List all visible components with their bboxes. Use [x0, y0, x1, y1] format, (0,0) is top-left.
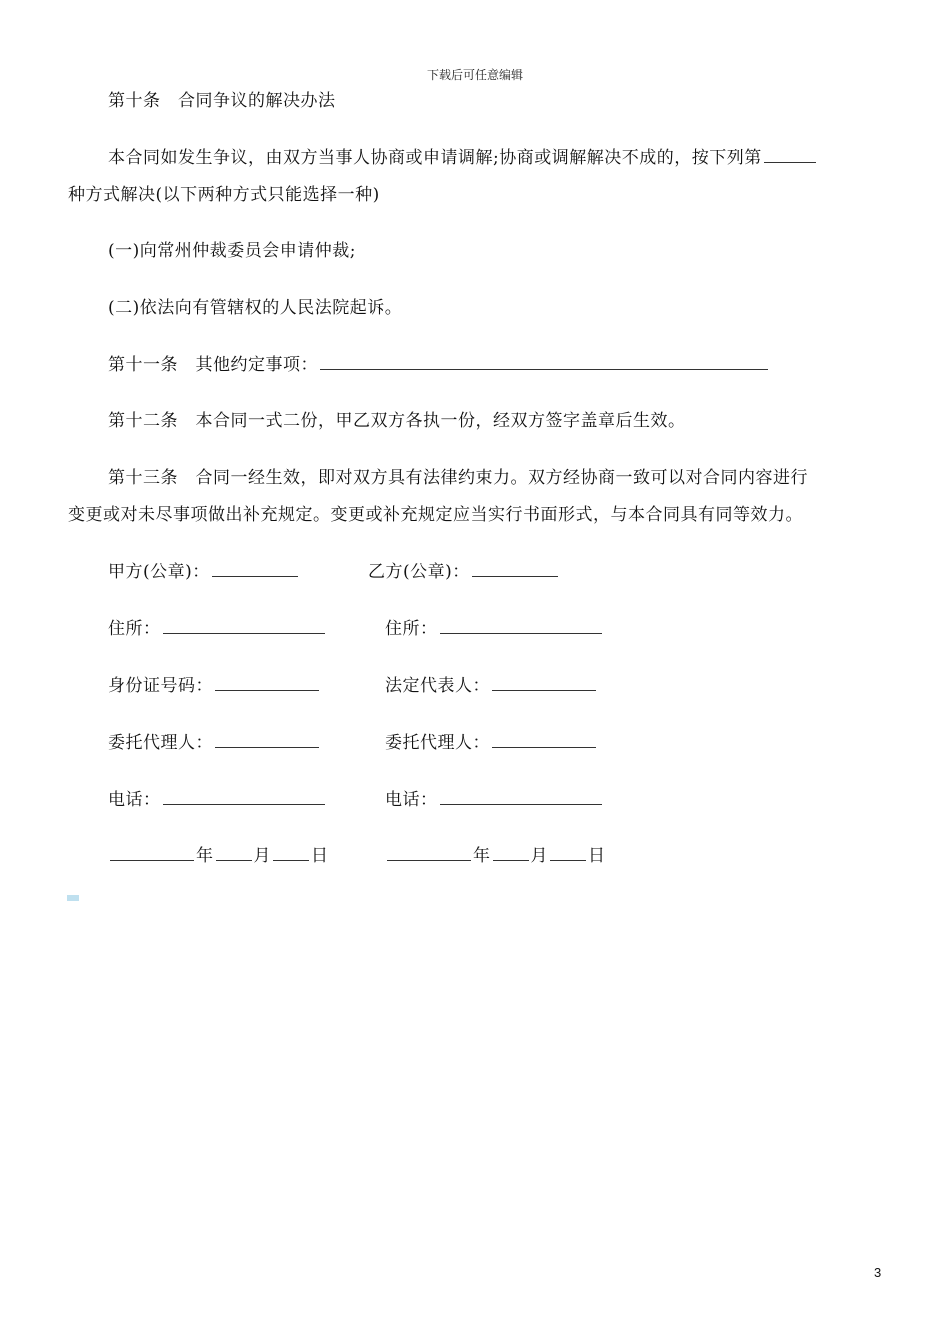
party-a-phone-blank[interactable] [163, 803, 325, 805]
party-b-phone-label: 电话： [385, 790, 438, 810]
party-b-year-label: 年 [473, 846, 491, 866]
option-number-blank[interactable] [764, 161, 816, 163]
party-a-agent-blank[interactable] [215, 746, 319, 748]
party-b-day-blank[interactable] [550, 859, 586, 861]
party-a-date [108, 841, 329, 866]
party-a-phone [108, 785, 327, 810]
party-b-day-label: 日 [588, 846, 606, 866]
party-b-phone-blank[interactable] [440, 803, 602, 805]
party-a-agent-label: 委托代理人： [108, 733, 213, 753]
party-a-id-blank[interactable] [215, 689, 319, 691]
party-a-year-label: 年 [196, 846, 214, 866]
party-a-year-blank[interactable] [110, 859, 194, 861]
article-10-text: 本合同如发生争议，由双方当事人协商或申请调解;协商或调解解决不成的，按下列第 [108, 148, 762, 168]
article-13-line2: 变更或对未尽事项做出补充规定。变更或补充规定应当实行书面形式，与本合同具有同等效力。 [68, 505, 803, 525]
page-number: 3 [874, 1265, 882, 1280]
party-b-rep-label: 法定代表人： [385, 676, 490, 696]
party-a-id-label: 身份证号码： [108, 676, 213, 696]
party-b-seal-blank[interactable] [472, 575, 558, 577]
party-b-address-label: 住所： [385, 619, 438, 639]
page-header: 下载后可任意编辑 [426, 68, 523, 82]
party-a-day-label: 日 [311, 846, 329, 866]
party-a-month-label: 月 [253, 846, 271, 866]
article-13-line1: 第十三条 合同一经生效，即对双方具有法律约束力。双方经协商一致可以对合同内容进行 [108, 468, 808, 488]
option-1: (一)向常州仲裁委员会申请仲裁; [108, 241, 356, 261]
party-b-address [385, 614, 604, 639]
option-2: (二)依法向有管辖权的人民法院起诉。 [108, 298, 403, 318]
party-a-id [108, 671, 321, 696]
article-10-para-line1 [108, 143, 818, 168]
party-b-agent [385, 728, 598, 753]
party-a-day-blank[interactable] [273, 859, 309, 861]
party-b-month-label: 月 [530, 846, 548, 866]
article-11 [108, 350, 770, 375]
party-a-month-blank[interactable] [216, 859, 252, 861]
party-a-seal-blank[interactable] [212, 575, 298, 577]
party-a-agent [108, 728, 321, 753]
party-a-seal [108, 557, 300, 582]
party-b-agent-blank[interactable] [492, 746, 596, 748]
article-10-title: 第十条 合同争议的解决办法 [108, 91, 336, 111]
party-a-phone-label: 电话： [108, 790, 161, 810]
party-b-agent-label: 委托代理人： [385, 733, 490, 753]
party-b-rep [385, 671, 598, 696]
decorative-mark [67, 895, 79, 901]
party-b-seal [368, 557, 560, 582]
party-a-address [108, 614, 327, 639]
party-a-seal-label: 甲方(公章)： [108, 562, 210, 582]
party-b-phone [385, 785, 604, 810]
article-12: 第十二条 本合同一式二份，甲乙双方各执一份，经双方签字盖章后生效。 [108, 411, 686, 431]
article-10-para-line2: 种方式解决(以下两种方式只能选择一种) [68, 185, 380, 205]
party-b-year-blank[interactable] [387, 859, 471, 861]
article-11-text: 第十一条 其他约定事项： [108, 355, 318, 375]
party-b-month-blank[interactable] [493, 859, 529, 861]
party-a-address-blank[interactable] [163, 632, 325, 634]
party-b-address-blank[interactable] [440, 632, 602, 634]
party-b-seal-label: 乙方(公章)： [368, 562, 470, 582]
party-a-address-label: 住所： [108, 619, 161, 639]
party-b-rep-blank[interactable] [492, 689, 596, 691]
party-b-date [385, 841, 606, 866]
other-terms-blank[interactable] [320, 368, 768, 370]
